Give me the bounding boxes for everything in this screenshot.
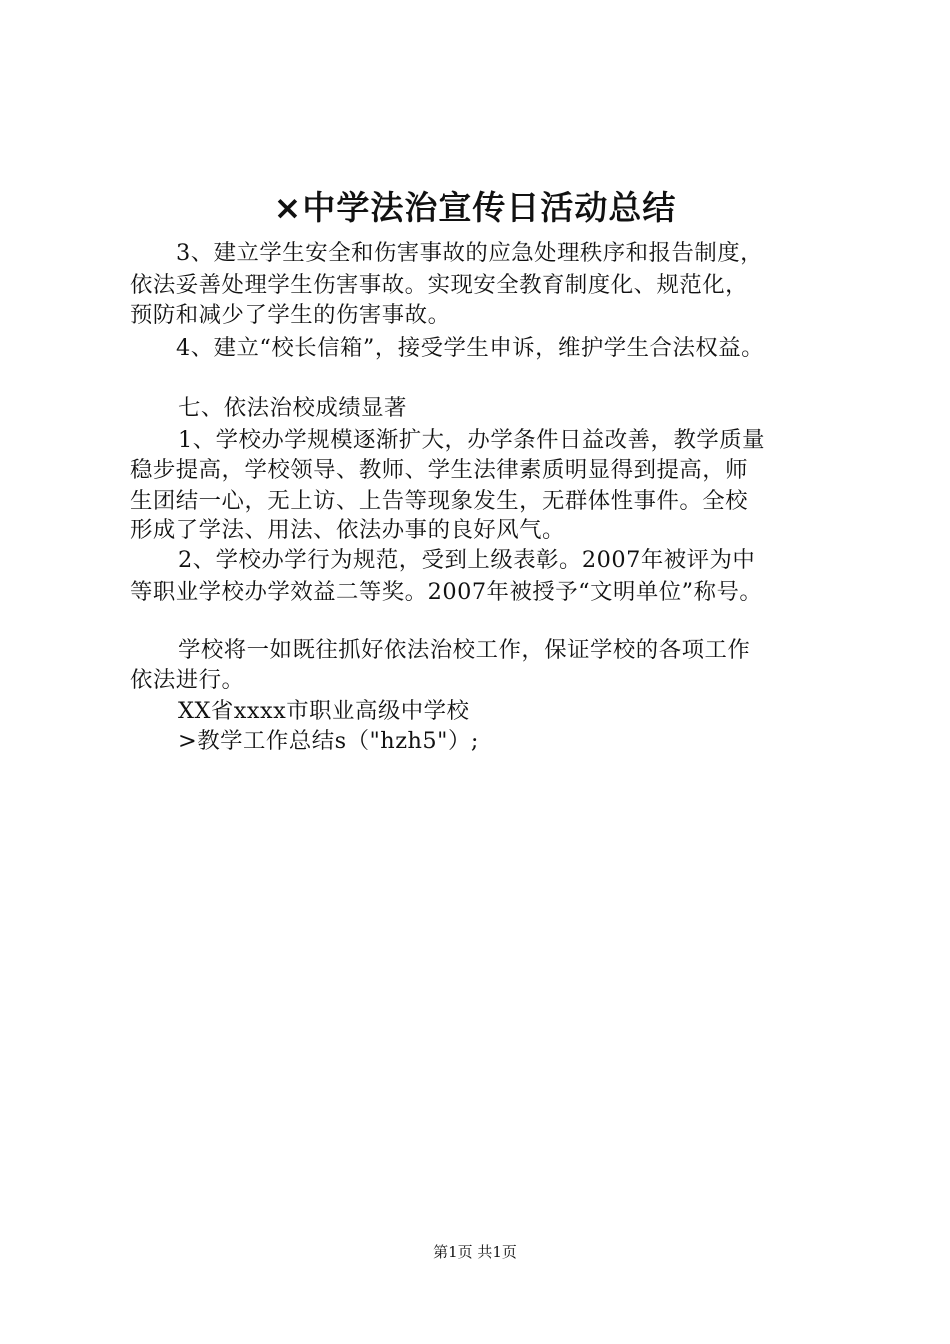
body-line: 预防和减少了学生的伤害事故。 — [130, 302, 451, 328]
body-line: 形成了学法、用法、依法办事的良好风气。 — [130, 517, 565, 543]
body-line: 等职业学校办学效益二等奖。2007年被授予“文明单位”称号。 — [130, 579, 763, 605]
body-line: 依法进行。 — [130, 667, 245, 693]
document-title: ×中学法治宣传日活动总结 — [273, 188, 677, 227]
code-fragment-line: >教学工作总结s（"hzh5"）; — [178, 728, 479, 754]
body-line: 2、学校办学行为规范，受到上级表彰。2007年被评为中 — [178, 547, 756, 573]
body-line: 依法妥善处理学生伤害事故。实现安全教育制度化、规范化， — [130, 272, 749, 298]
body-line: 1、学校办学规模逐渐扩大，办学条件日益改善，教学质量 — [178, 427, 766, 453]
body-line: 4、建立“校长信箱”，接受学生申诉，维护学生合法权益。 — [176, 335, 765, 361]
body-line: 3、建立学生安全和伤害事故的应急处理秩序和报告制度， — [176, 240, 764, 266]
section-heading: 七、依法治校成绩显著 — [178, 395, 407, 421]
body-line: 学校将一如既往抓好依法治校工作，保证学校的各项工作 — [178, 637, 751, 663]
body-line: 生团结一心，无上访、上告等现象发生，无群体性事件。全校 — [130, 488, 749, 514]
page-footer: 第1页 共1页 — [433, 1243, 517, 1261]
body-line: 稳步提高，学校领导、教师、学生法律素质明显得到提高，师 — [130, 457, 749, 483]
signature-line: XX省xxxx市职业高级中学校 — [178, 698, 470, 724]
